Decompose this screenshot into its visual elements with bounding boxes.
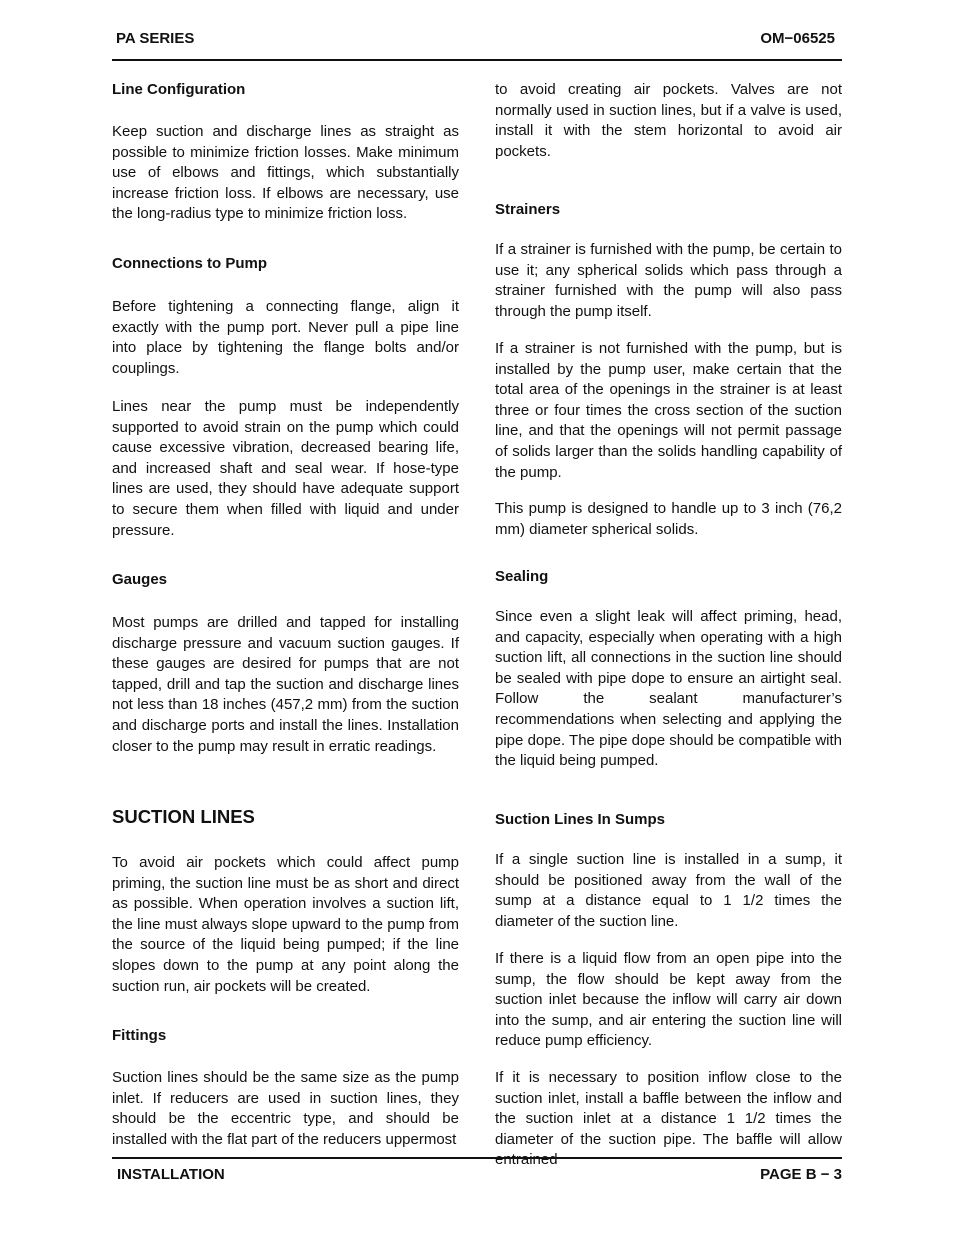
footer-section: INSTALLATION — [117, 1166, 225, 1183]
footer-rule — [112, 1157, 842, 1159]
paragraph-sumps-3: If it is necessary to position inflow close to the suction inlet, install a baffle between the inflow and the suction inlet at a distance 1 1/2 times the diameter of the suction pipe. The baffle will allow entrained — [495, 1069, 842, 1169]
heading-line-configuration: Line Configuration — [112, 81, 246, 98]
paragraph-sumps-1: If a single suction line is installed in a sump, it should be positioned away from the wall of the sump at a distance equal to 1 1/2 times the diameter of the suction line. — [495, 851, 842, 930]
heading-suction-lines-in-sumps: Suction Lines In Sumps — [495, 811, 666, 828]
paragraph-connections-2: Lines near the pump must be independently supported to avoid strain on the pump which could cause excessive vibration, decreased bearing life, and increased shaft and seal wear. If hose-type lines are used, they should have adequate support to secure them when filled with liquid and under pressure. — [112, 398, 459, 539]
heading-fittings: Fittings — [112, 1027, 167, 1044]
paragraph-connections-1: Before tightening a connecting flange, align it exactly with the pump port. Never pull a pipe line into place by tightening the flange bolts and/or couplings. — [112, 298, 459, 377]
heading-sealing: Sealing — [495, 568, 549, 585]
paragraph-suction-lines: To avoid air pockets which could affect pump priming, the suction line must be as short and direct as possible. When operation involves a suction lift, the line must always slope upward to the pump from the source of the liquid being pumped; if the line slopes down to the pump at any point along the suction run, air pockets will be created. — [112, 854, 459, 995]
paragraph-fittings: Suction lines should be the same size as the pump inlet. If reducers are used in suction lines, they should be the eccentric type, and should be installed with the flat part of the reducers uppermost — [112, 1069, 459, 1148]
header-series: PA SERIES — [116, 30, 195, 47]
header-rule — [112, 59, 842, 61]
heading-connections-to-pump: Connections to Pump — [112, 255, 267, 272]
paragraph-sealing: Since even a slight leak will affect priming, head, and capacity, especially when operating with a high suction lift, all connections in the suction line should be sealed with pipe dope to ensure an airtight seal. Follow the sealant manufacturer’s recommendations when selecting and applying the pipe dope. The pipe dope should be compatible with the liquid being pumped. — [495, 608, 842, 770]
paragraph-strainers-1: If a strainer is furnished with the pump, be certain to use it; any spherical solids which pass through a strainer furnished with the pump will also pass through the pump itself. — [495, 241, 842, 320]
heading-gauges: Gauges — [112, 571, 168, 588]
paragraph-continued: to avoid creating air pockets. Valves are not normally used in suction lines, but if a valve is used, install it with the stem horizontal to avoid air pockets. — [495, 81, 842, 160]
heading-suction-lines: SUCTION LINES — [112, 806, 255, 827]
paragraph-line-configuration: Keep suction and discharge lines as straight as possible to minimize friction losses. Make minimum use of elbows and fittings, which substantially increase friction loss. If elbows are necessary, use the long-radius type to minimize friction loss. — [112, 123, 459, 223]
paragraph-strainers-3: This pump is designed to handle up to 3 inch (76,2 mm) diameter spherical solids. — [495, 500, 842, 538]
paragraph-gauges: Most pumps are drilled and tapped for installing discharge pressure and vacuum suction gauges. If these gauges are desired for pumps that are not tapped, drill and tap the suction and discharge lines not less than 18 inches (457,2 mm) from the suction and discharge ports and install the lines. Installation closer to the pump may result in erratic readings. — [112, 614, 459, 755]
paragraph-strainers-2: If a strainer is not furnished with the pump, but is installed by the pump user, make certain that the total area of the openings in the strainer is at least three or four times the cross section of the suction line, and that the openings will not permit passage of solids larger than the solids handling capability of the pump. — [495, 340, 842, 481]
heading-strainers: Strainers — [495, 201, 561, 218]
paragraph-sumps-2: If there is a liquid flow from an open pipe into the sump, the flow should be kept away from the suction inlet because the inflow will carry air down into the sump, and air entering the suction line will reduce pump efficiency. — [495, 950, 842, 1050]
header-doc-number: OM−06525 — [760, 30, 835, 47]
footer-page-number: PAGE B − 3 — [760, 1166, 842, 1183]
